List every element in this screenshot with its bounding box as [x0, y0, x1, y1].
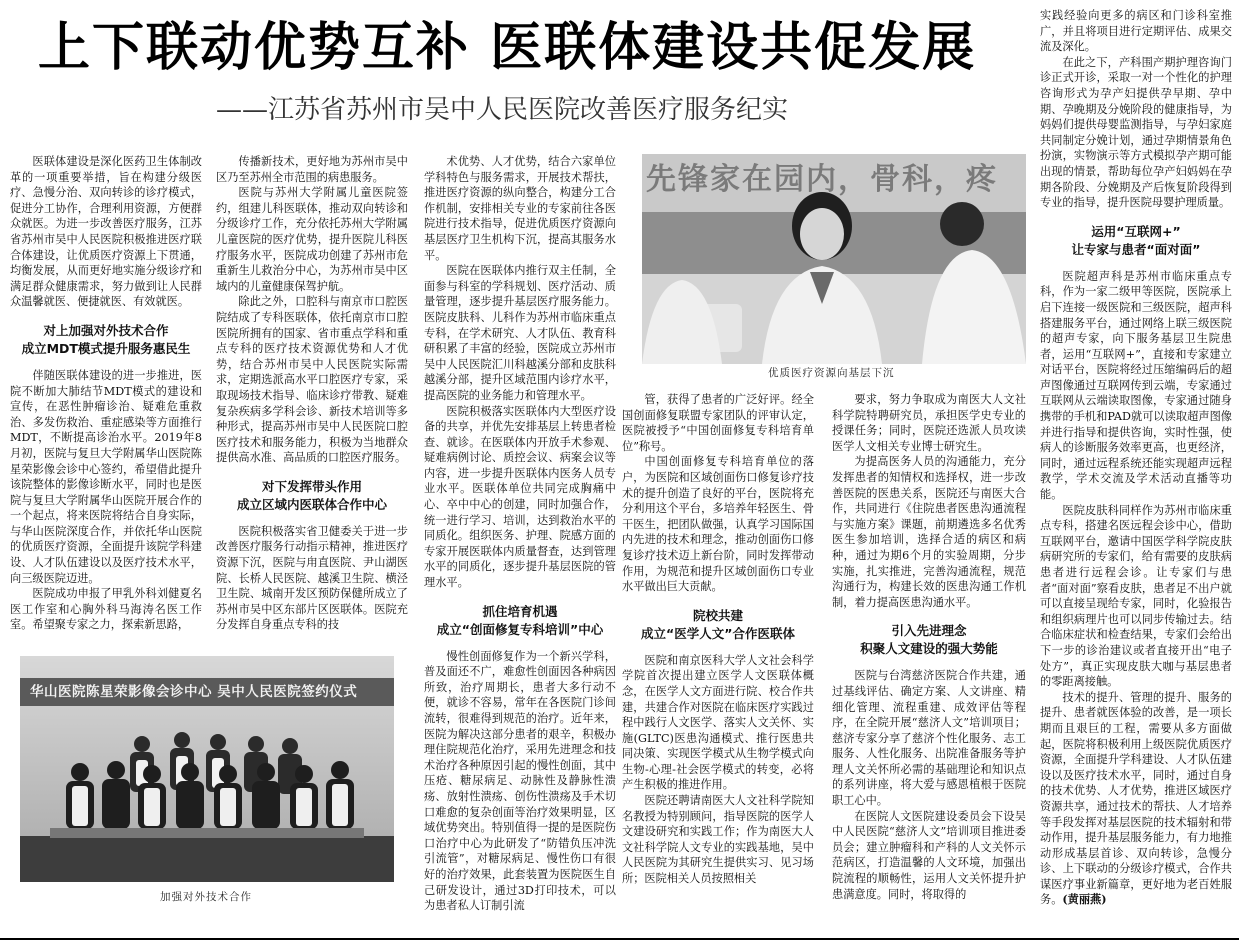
- paragraph: 管，获得了患者的广泛好评。经全国创面修复联盟专家团队的评审认定，医院被授予“中国创面修复专科培育单位”称号。: [622, 393, 814, 453]
- section-heading-line: 成立“创面修复专科培训”中心: [436, 621, 604, 637]
- photo-caption-left: 加强对外技术合作: [160, 891, 252, 903]
- doctor-clinic-photo: [642, 154, 1026, 364]
- section-heading-line: 成立“医学人文”合作医联体: [641, 625, 795, 641]
- signature: (黄丽燕): [1062, 892, 1107, 907]
- column-6: [1040, 8, 1232, 928]
- paragraph: 伴随医联体建设的进一步推进，医院不断加大肺结节MDT模式的建设和宣传，在恶性肿瘤诊治、疑难危重救治、多发伤救治、重症感染等方面推行MDT，不断提高诊治水平。2019年8月初，医院与复旦大学附属华山医院陈星荣影像会诊中心签约，希望借此提升该院整体的影像诊断水平，同时也是医院与复旦大学附属华山医院开展合作的一个起点，将来医院将结合自身实际，与华山医院深度合作，并依托华山医院的优质医疗资源，全面提升该院学科建设、人才队伍建设以及医疗技术水平，向三级医院迈进。: [10, 368, 202, 585]
- section-heading-line: 对上加强对外技术合作: [43, 322, 169, 338]
- paragraph: 中国创面修复专科培育单位的落户，为医院和区域创面伤口修复诊疗技术的提升创造了良好的平台，医院将充分利用这个平台，多培养年轻医生、骨干医生，把团队做强，认真学习国际国内先进的技术和理念，推动创面伤口修复诊疗技术迈上新台阶，同时发挥带动作用，为规范和提升区域创面伤口专业水平做出巨大贡献。: [622, 455, 814, 594]
- paragraph: 医院与苏州大学附属儿童医院签约，组建儿科医联体，推动双向转诊和分级诊疗工作，充分依托苏州大学附属儿童医院的医疗优势，提升医院儿科医疗服务水平，医院成功创建了苏州市危重新生儿救治分中心，为苏州市吴中区域内的儿童健康保驾护航。: [216, 186, 408, 293]
- section-heading-3: [424, 603, 616, 639]
- paragraph: 慢性创面修复作为一个新兴学科，普及面还不广，难愈性创面因各种病因所致，治疗周期长，患者大多行动不便，就诊不容易，常年在各医院门诊间流转，很难得到规范的治疗。近年来，医院为解决这部分患者的艰辛，积极办理住院规范化治疗，采用先进理念和技术治疗各种原因引起的慢性创面，其中压疮、糖尿病足、动脉性及静脉性溃疡、放射性溃疡、创伤性溃疡及手术切口难愈的复杂创面等治疗效果明显，区域优势突出。特别值得一提的是医院伤口治疗中心为此研发了“防错负压冲洗引流管”，对糖尿病足、慢性伤口有很好的治疗效果，此套装置为医院医生自己研发设计，通过3D打印技术，可以为患者私人订制引流: [424, 649, 616, 913]
- page-bottom-rule: [0, 938, 1239, 940]
- paragraph: 要求，努力争取成为南医大人文社科学院特聘研究员，承担医学史专业的授课任务；同时，医院还选派人员攻读医学人文相关专业博士研究生。: [832, 393, 1026, 453]
- paragraph: 术优势、人才优势，结合六家单位学科特色与服务需求，开展技术帮扶，推进医疗资源的纵向整合，构建分工合作机制，安排相关专业的专家前往各医院进行技术指导，促进优质医疗资源向基层医疗卫生机构下沉，提高其服务水平。: [424, 155, 616, 262]
- clinic-banner-text: 先锋家在园内，骨科，疼: [646, 162, 998, 197]
- paragraph: 为提高医务人员的沟通能力，充分发挥患者的知情权和选择权，进一步改善医院的医患关系，医院还与南医大合作，共同进行《住院患者医患沟通流程与实施方案》课题，前期遴选多名优秀医生参加培训，选择合适的病区和病种，通过为期6个月的实验周期，分步实施，扎实推进，完善沟通流程，规范沟通行为，构建长效的医患沟通工作机制，着力提高医患沟通水平。: [832, 455, 1026, 609]
- signing-ceremony-photo: [20, 656, 394, 882]
- paragraph-text: 技术的提升、管理的提升、服务的提升、患者就医体验的改善，是一项长期而且艰巨的工程，需要从多方面做起，医院将积极利用上级医院优质医疗资源，全面提升学科建设、人才队伍建设以及医疗技术水平，同时，通过自身的技术优势、人才优势，推进区域医疗资源共享，通过技术的帮扶、人才培养等手段发挥对基层医院的技术辐射和带动作用，提升基层服务能力，有力地推动形成基层首诊、双向转诊，急慢分诊、上下联动的分级诊疗模式，合作共谋医疗事业新篇章，更好地为老百姓服务。: [1040, 690, 1232, 907]
- paragraph: 除此之外，口腔科与南京市口腔医院结成了专科医联体，依托南京市口腔医院所拥有的国家、省市重点学科和重点专科的医疗技术资源优势和人才优势，结合苏州市吴中人民医院实际需求，定期选派高水平口腔医疗专家，采取现场技术指导、临床诊疗带教、疑难复杂疾病多学科会诊、新技术培训等多种形式，提高苏州市吴中人民医院口腔医疗技术和服务能力，积极为当地群众提供高水准、高品质的口腔医疗服务。: [216, 295, 408, 465]
- section-heading-6: [1040, 223, 1232, 259]
- column-1: [10, 154, 202, 646]
- column-5: [832, 392, 1026, 928]
- section-heading-4: [622, 607, 814, 643]
- paragraph: 医院在医联体内推行双主任制，全面参与科室的学科规划、医疗活动、质量管理，逐步提升基层医疗服务能力。医院皮肤科、儿科作为苏州市临床重点专科，在学术研究、人才队伍、教育科研积累了丰富的经验，医院成立苏州市吴中人民医院汇川科越溪分部和皮肤科越溪分部，提升区域范围内诊疗水平，提高医院的业务能力和管理水平。: [424, 264, 616, 402]
- section-heading-line: 院校共建: [692, 607, 743, 623]
- section-heading-line: 引入先进理念: [891, 623, 967, 639]
- column-3: [424, 154, 616, 928]
- paragraph: 医院成功申报了甲乳外科刘健夏名医工作室和心胸外科马海涛名医工作室。希望聚专家之力，探索新思路，: [10, 587, 202, 632]
- photo-caption-right: 优质医疗资源向基层下沉: [768, 367, 895, 379]
- paragraph: 医联体建设是深化医药卫生体制改革的一项重要举措，旨在构建分级医疗、急慢分治、双向转诊的诊疗模式，促进分工协作，合理利用资源，方便群众就医。为进一步改善医疗服务，江苏省苏州市吴中人民医院积极推进医疗联合体建设，让优质医疗资源上下贯通，均衡发展，从而更好地实施分级诊疗和满足群众健康需求，努力做到让人民群众温馨就医、便捷就医、有效就医。: [10, 155, 202, 309]
- paragraph: 传播新技术，更好地为苏州市吴中区乃至苏州全市范围的病患服务。: [216, 155, 408, 184]
- column-4: [622, 392, 814, 928]
- section-heading-5: [832, 622, 1026, 658]
- section-heading-1: [10, 322, 202, 358]
- section-heading-line: 对下发挥带头作用: [261, 478, 362, 494]
- section-heading-line: 让专家与患者“面对面”: [1071, 241, 1201, 257]
- column-2: [216, 154, 408, 646]
- section-heading-2: [216, 478, 408, 514]
- section-heading-line: 积聚人文建设的强大势能: [860, 641, 998, 657]
- paragraph: 实践经验向更多的病区和门诊科室推广，并且将项目进行定期评估、成果交流及深化。: [1040, 9, 1232, 54]
- paragraph: 在医院人文医院建设委员会下设吴中人民医院“慈济人文”培训项目推进委员会；建立肿瘤科和产科的人文关怀示范病区，打造温馨的人文环境，加强出院流程的顺畅性，运用人文关怀提升护患满意度。同时，将取得的: [832, 809, 1026, 901]
- section-heading-line: 运用“互联网+”: [1091, 223, 1181, 239]
- paragraph: 医院积极落实医联体内大型医疗设备的共享，并优先安排基层上转患者检查、就诊。在医联体内开放手术参观、疑难病例讨论、质控会议、病案会议等内容，进一步提升医联体内医务人员专业水平。医联体单位共同完成胸痛中心、卒中中心的创建，同时加强合作，统一进行学习、培训，达到救治水平的同质化。组织医务、护理、院感方面的专家开展医联体内质量督查，达到管理水平的同质化，逐步提升基层医院的管理水平。: [424, 404, 616, 590]
- section-heading-line: 成立区域内医联体合作中心: [236, 496, 387, 512]
- subhead: ——江苏省苏州市吴中人民医院改善医疗服务纪实: [216, 95, 789, 125]
- section-heading-line: 抓住培育机遇: [482, 603, 558, 619]
- paragraph: 在此之下，产科围产期护理咨询门诊正式开诊，采取一对一个性化的护理咨询形式为孕产妇提供孕早期、孕中期、孕晚期及分娩阶段的健康指导，为妈妈们提供母婴监测指导，与孕妇家庭共同制定分娩计划，通过孕期情景角色扮演，实物演示等方式模拟孕产期可能出现的情景，帮助每位孕产妇妈妈在孕期各阶段、分娩期及产后恢复阶段得到专业的指导，提升医院母婴护理质量。: [1040, 55, 1232, 210]
- paragraph: 医院皮肤科同样作为苏州市临床重点专科，搭建名医远程会诊中心，借助互联网平台，邀请中国医学科学院皮肤病研究所的专家们，给有需要的皮肤病患者进行远程会诊。让专家们与患者“面对面”察看皮肤，患者足不出户就可以直接呈现给专家，同时，化验报告和组织病理片也可以同步传输过去。结合临床症状和检查结果，专家们会给出下一步的诊治建议或者直接开出“电子处方”，真正实现皮肤大咖与基层患者的零距离接触。: [1040, 503, 1232, 689]
- ceremony-banner-text: 华山医院陈星荣影像会诊中心 吴中人民医院签约仪式: [30, 684, 358, 700]
- headline: 上下联动优势互补 医联体建设共促发展: [38, 18, 977, 78]
- paragraph: 医院还聘请南医大人文社科学院知名教授为特别顾问，指导医院的医学人文建设研究和实践工作；作为南医大人文社科学院人文专业的实践基地，吴中人民医院为其研究生提供实习、见习场所；医院相关人员按照相关: [622, 794, 814, 886]
- paragraph: [1040, 690, 1232, 908]
- paragraph: 医院与台湾慈济医院合作共建，通过基线评估、确定方案、人文讲座、精细化管理、流程重建、成效评估等程序，在全院开展“慈济人文”培训项目；慈济专家分享了慈济个性化服务、志工服务、人性化服务、出院准备服务等护理人文关怀所必需的基础理论和知识点的系列讲座，将大爱与感恩植根于医院职工心中。: [832, 669, 1026, 808]
- paragraph: 医院和南京医科大学人文社会科学学院首次提出建立医学人文医联体概念，在医学人文方面进行院、校合作共建，共建合作对医院在临床医疗实践过程中践行人文医学、落实人文关怀、实施(GLTC)医患沟通模式、推行医患共同决策、实现医学模式从生物学模式向生物-心理-社会医学模式的转变，必将产生积极的推进作用。: [622, 653, 814, 792]
- paragraph: 医院超声科是苏州市临床重点专科，作为一家二级甲等医院，医院承上启下连接一级医院和三级医院，超声科搭建服务平台，通过网络上联三级医院的超声专家，向下服务基层卫生院患者，运用“互联网+”，直接和专家建立对话平台，医院将经过压缩编码后的超声图像通过互联网传到云端，专家通过互联网从云端读取图像，专家通过随身携带的手机和PAD就可以读取超声图像并进行指导和提供咨询，实时性强，使病人的诊断服务效率更高，也更经济，同时，通过远程系统还能实现超声远程教学，学术交流及学术活动直播等功能。: [1040, 269, 1232, 502]
- paragraph: 医院积极落实省卫健委关于进一步改善医疗服务行动指示精神，推进医疗资源下沉，医院与甪直医院、尹山湖医院、长桥人民医院、越溪卫生院、横泾卫生院、城南开发区预防保健所成立了苏州市吴中区东部片区医联体。医院充分发挥自身重点专科的技: [216, 524, 408, 632]
- section-heading-line: 成立MDT模式提升服务惠民生: [21, 340, 191, 356]
